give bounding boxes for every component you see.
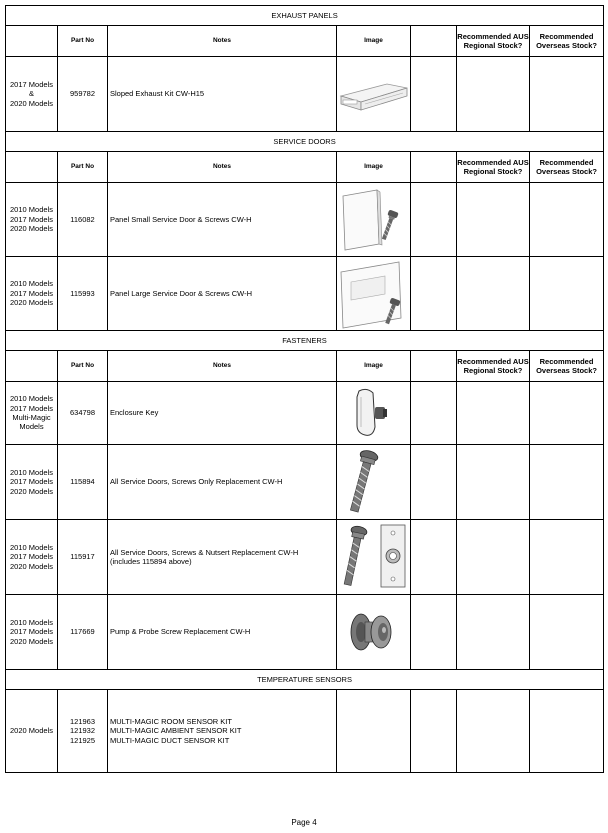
models-cell: 2010 Models 2017 Models Multi-Magic Models xyxy=(6,382,58,445)
screw-icon xyxy=(337,446,409,518)
part-number: 959782 xyxy=(58,57,108,132)
table-row xyxy=(6,690,604,773)
section-title-sensors: TEMPERATURE SENSORS xyxy=(6,670,604,690)
models-cell: 2020 Models xyxy=(6,690,58,773)
header-image: Image xyxy=(337,351,411,382)
image-cell xyxy=(337,183,411,257)
table-row xyxy=(6,520,604,595)
header-image: Image xyxy=(337,26,411,57)
image-cell xyxy=(337,257,411,331)
notes-cell: Sloped Exhaust Kit CW-H15 xyxy=(108,57,337,132)
notes-cell: All Service Doors, Screws & Nutsert Replacement CW-H (includes 115894 above) xyxy=(108,520,337,595)
image-cell xyxy=(337,445,411,520)
models-cell: 2010 Models 2017 Models 2020 Models xyxy=(6,445,58,520)
part-number: 116082 xyxy=(58,183,108,257)
table-row xyxy=(6,382,604,445)
header-overseas-stock: Recommended Overseas Stock? xyxy=(530,26,604,57)
table-row xyxy=(6,595,604,670)
header-notes: Notes xyxy=(108,26,337,57)
notes-cell: All Service Doors, Screws Only Replacement CW-H xyxy=(108,445,337,520)
section-title-doors: SERVICE DOORS xyxy=(6,132,604,152)
part-number: 117669 xyxy=(58,595,108,670)
parts-table xyxy=(5,5,604,773)
part-number: 634798 xyxy=(58,382,108,445)
part-number: 115894 xyxy=(58,445,108,520)
table-row xyxy=(6,183,604,257)
large-door-panel-icon xyxy=(337,258,409,330)
header-image: Image xyxy=(337,152,411,183)
image-cell xyxy=(337,595,411,670)
page-number: Page 4 xyxy=(291,818,317,827)
notes-cell: Panel Large Service Door & Screws CW-H xyxy=(108,257,337,331)
models-cell: 2017 Models & 2020 Models xyxy=(6,57,58,132)
header-part-no: Part No xyxy=(58,152,108,183)
header-aus-stock: Recommended AUS Regional Stock? xyxy=(457,26,530,57)
notes-cell: Pump & Probe Screw Replacement CW-H xyxy=(108,595,337,670)
pump-probe-screw-icon xyxy=(337,602,409,662)
sloped-exhaust-kit-icon xyxy=(337,74,409,114)
section-title-exhaust: EXHAUST PANELS xyxy=(6,6,604,26)
header-notes: Notes xyxy=(108,152,337,183)
header-part-no: Part No xyxy=(58,351,108,382)
notes-cell: Panel Small Service Door & Screws CW-H xyxy=(108,183,337,257)
image-cell xyxy=(337,520,411,595)
header-overseas-stock: Recommended Overseas Stock? xyxy=(530,152,604,183)
enclosure-key-icon xyxy=(337,383,409,443)
section-title-fasteners: FASTENERS xyxy=(6,331,604,351)
table-row xyxy=(6,257,604,331)
image-cell xyxy=(337,382,411,445)
models-cell: 2010 Models 2017 Models 2020 Models xyxy=(6,183,58,257)
models-cell: 2010 Models 2017 Models 2020 Models xyxy=(6,595,58,670)
header-overseas-stock: Recommended Overseas Stock? xyxy=(530,351,604,382)
header-aus-stock: Recommended AUS Regional Stock? xyxy=(457,152,530,183)
models-cell: 2010 Models 2017 Models 2020 Models xyxy=(6,257,58,331)
table-row xyxy=(6,57,604,132)
part-number: 121963 121932 121925 xyxy=(58,690,108,773)
small-door-panel-icon xyxy=(337,186,409,254)
part-number: 115917 xyxy=(58,520,108,595)
image-cell xyxy=(337,57,411,132)
models-cell: 2010 Models 2017 Models 2020 Models xyxy=(6,520,58,595)
table-row xyxy=(6,445,604,520)
header-aus-stock: Recommended AUS Regional Stock? xyxy=(457,351,530,382)
image-cell xyxy=(337,690,411,773)
notes-cell: Enclosure Key xyxy=(108,382,337,445)
header-part-no: Part No xyxy=(58,26,108,57)
screw-nutsert-icon xyxy=(337,521,409,593)
notes-cell: MULTI-MAGIC ROOM SENSOR KIT MULTI-MAGIC AMBIENT SENSOR KIT MULTI-MAGIC DUCT SENSOR KIT xyxy=(108,690,337,773)
part-number: 115993 xyxy=(58,257,108,331)
header-notes: Notes xyxy=(108,351,337,382)
